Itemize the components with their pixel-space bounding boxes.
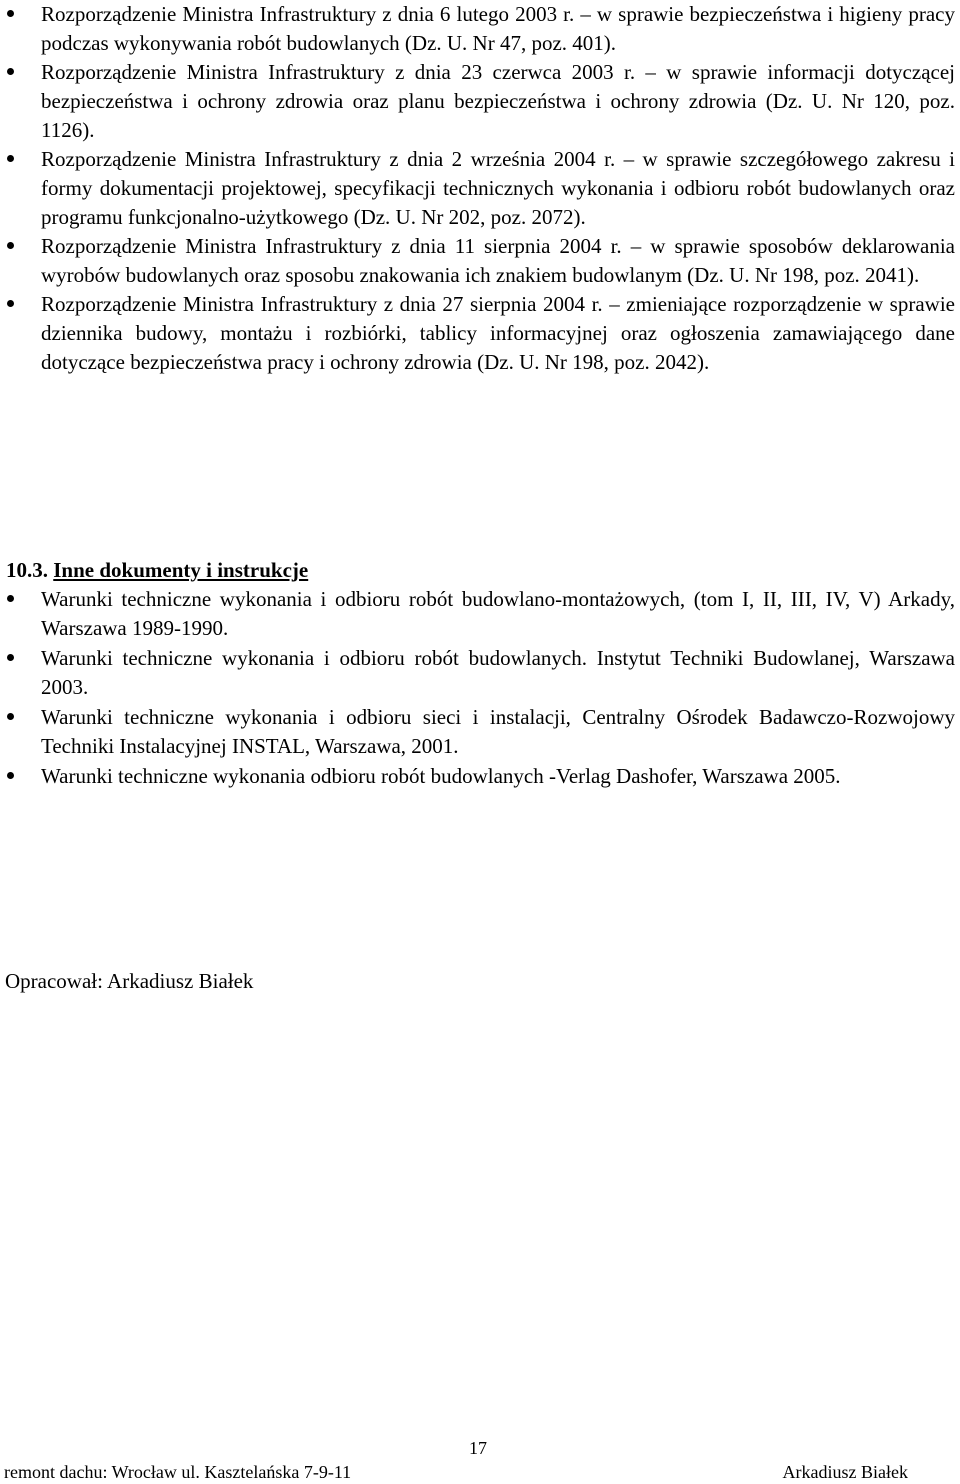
bullet-icon xyxy=(7,155,14,162)
bullet-icon xyxy=(7,68,14,75)
list-item xyxy=(0,58,960,145)
list-item-text: Warunki techniczne wykonania i odbioru robót budowlano-montażowych, (tom I, II, III, IV, V) Arkady, Warszawa 1989-1990. xyxy=(41,587,955,640)
list-item-text: Rozporządzenie Ministra Infrastruktury z dnia 11 sierpnia 2004 r. – w sprawie sposobów deklarowania wyrobów budowlanych oraz sposobu znakowania ich znakiem budowlanym (Dz. U. Nr 198, poz. 2041). xyxy=(41,234,955,287)
bullet-icon xyxy=(7,300,14,307)
list-item xyxy=(0,585,960,643)
page-number: 17 xyxy=(469,1438,487,1458)
list-item xyxy=(0,290,960,377)
list-item-text: Warunki techniczne wykonania odbioru robót budowlanych -Verlag Dashofer, Warszawa 2005. xyxy=(41,764,841,788)
list-item xyxy=(0,0,960,58)
footer-author: Arkadiusz Białek xyxy=(782,1462,908,1482)
bullet-icon xyxy=(7,772,14,779)
section-number: 10.3. xyxy=(6,558,48,582)
section-heading xyxy=(6,556,308,585)
section-title: Inne dokumenty i instrukcje xyxy=(53,558,309,582)
author-line: Opracował: Arkadiusz Białek xyxy=(5,969,254,993)
bullet-icon xyxy=(7,242,14,249)
list-item xyxy=(0,644,960,702)
bullet-icon xyxy=(7,654,14,661)
list-item-text: Rozporządzenie Ministra Infrastruktury z dnia 2 września 2004 r. – w sprawie szczegółowego zakresu i formy dokumentacji projektowej, specyfikacji technicznych wykonania i odbioru robót budowlanych oraz programu funkcjonalno-użytkowego (Dz. U. Nr 202, poz. 2072). xyxy=(41,147,955,229)
list-item xyxy=(0,703,960,761)
list-item xyxy=(0,762,960,791)
list-item-text: Rozporządzenie Ministra Infrastruktury z dnia 6 lutego 2003 r. – w sprawie bezpieczeństwa i higieny pracy podczas wykonywania robót budowlanych (Dz. U. Nr 47, poz. 401). xyxy=(41,2,955,55)
bullet-icon xyxy=(7,10,14,17)
regulations-list xyxy=(0,0,960,377)
list-item-text: Rozporządzenie Ministra Infrastruktury z dnia 23 czerwca 2003 r. – w sprawie informacji dotyczącej bezpieczeństwa i ochrony zdrowia oraz planu bezpieczeństwa i ochrony zdrowia (Dz. U. Nr 120, poz. 1126). xyxy=(41,60,955,142)
bullet-icon xyxy=(7,713,14,720)
list-item-text: Warunki techniczne wykonania i odbioru sieci i instalacji, Centralny Ośrodek Badawczo-Rozwojowy Techniki Instalacyjnej INSTAL, Warszawa, 2001. xyxy=(41,705,955,758)
footer-project: remont dachu: Wrocław ul. Kasztelańska 7-9-11 xyxy=(4,1462,352,1482)
list-item-text: Rozporządzenie Ministra Infrastruktury z dnia 27 sierpnia 2004 r. – zmieniające rozporządzenie w sprawie dziennika budowy, montażu i rozbiórki, tablicy informacyjnej oraz ogłoszenia zamawiającego dane dotyczące bezpieczeństwa pracy i ochrony zdrowia (Dz. U. Nr 198, poz. 2042). xyxy=(41,292,955,374)
list-item xyxy=(0,232,960,290)
list-item-text: Warunki techniczne wykonania i odbioru robót budowlanych. Instytut Techniki Budowlanej, Warszawa 2003. xyxy=(41,646,955,699)
documents-list xyxy=(0,585,960,792)
list-item xyxy=(0,145,960,232)
bullet-icon xyxy=(7,595,14,602)
